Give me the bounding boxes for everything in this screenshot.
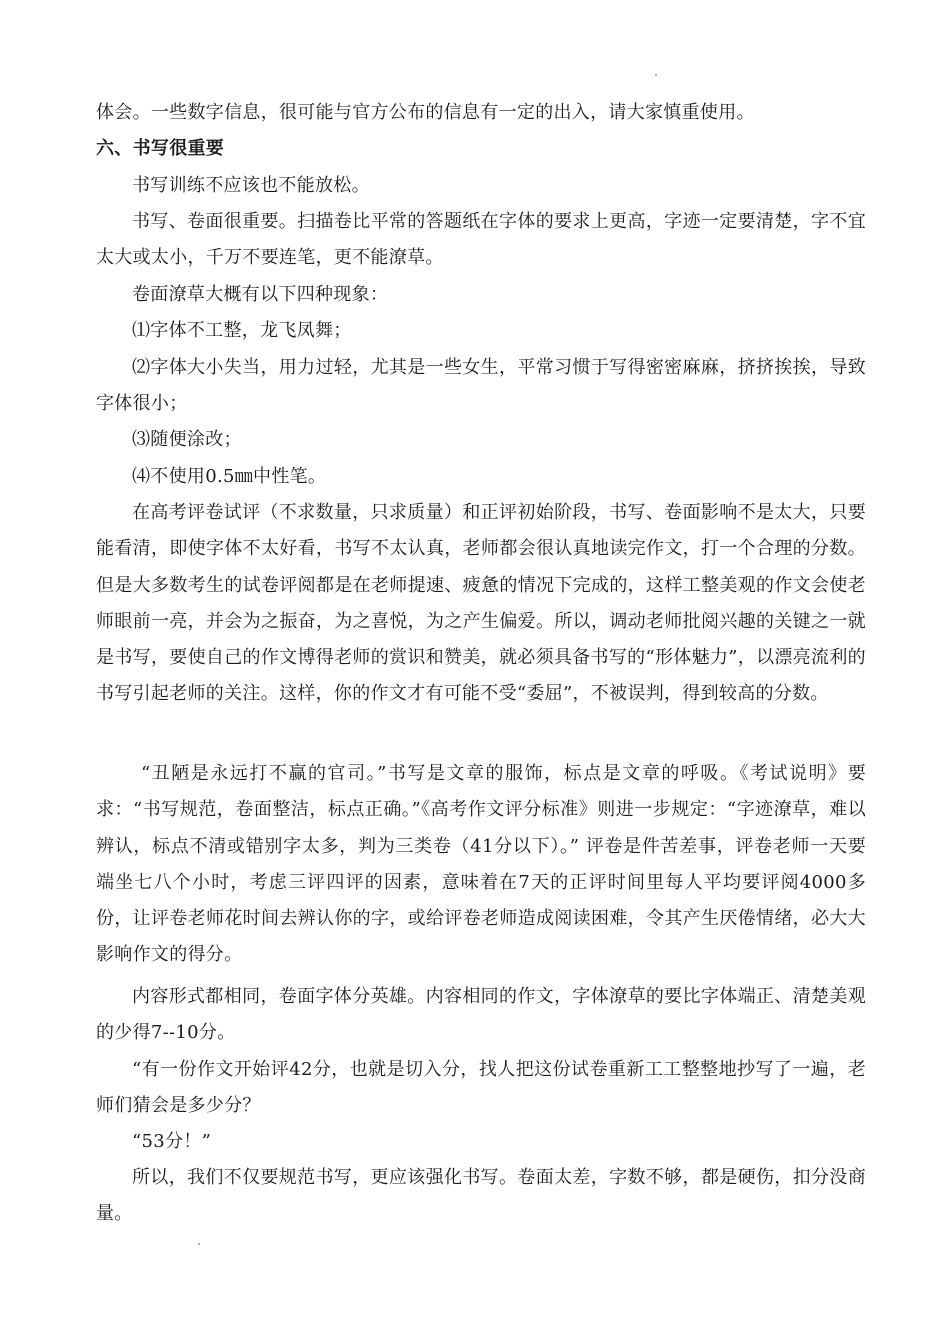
section-heading: 六、书写很重要 <box>96 138 225 159</box>
paragraph: 内容形式都相同，卷面字体分英雄。内容相同的作文，字体潦草的要比字体端正、清楚美观的少得7--10分。 <box>96 986 866 1044</box>
list-item: ⑶随便涂改； <box>132 429 242 450</box>
paragraph: 书写、卷面很重要。扫描卷比平常的答题纸在字体的要求上更高，字迹一定要清楚，字不宜太大或太小，千万不要连笔，更不能潦草。 <box>96 211 866 269</box>
scan-speck <box>198 1243 200 1245</box>
paragraph: 所以，我们不仅要规范书写，更应该强化书写。卷面太差，字数不够，都是硬伤，扣分没商量。 <box>96 1167 866 1225</box>
paragraph: 在高考评卷试评（不求数量，只求质量）和正评初始阶段，书写、卷面影响不是太大，只要能看清，即使字体不太好看，书写不太认真，老师都会很认真地读完作文，打一个合理的分数。但是大多数考生的试卷评阅都是在老师提速、疲惫的情况下完成的，这样工整美观的作文会使老师眼前一亮，并会为之振奋，为之喜悦，为之产生偏爱。所以，调动老师批阅兴趣的关键之一就是书写，要使自己的作文博得老师的赏识和赞美，就必须具备书写的“形体魅力”，以漂亮流利的书写引起老师的关注。这样，你的作文才有可能不受“委屈”，不被误判，得到较高的分数。 <box>96 502 866 705</box>
list-item: ⑴字体不工整，龙飞凤舞； <box>132 320 352 341</box>
list-item: ⑷不使用0.5㎜中性笔。 <box>132 466 327 487</box>
paragraph: 卷面潦草大概有以下四种现象： <box>132 284 389 305</box>
scan-speck <box>655 74 657 76</box>
paragraph: “丑陋是永远打不赢的官司。”书写是文章的服饰，标点是文章的呼吸。《考试说明》要求：“书写规范，卷面整洁，标点正确。”《高考作文评分标准》则进一步规定：“字迹潦草，难以辨认，标点不清或错别字太多，判为三类卷（41分以下）。” 评卷是件苦差事，评卷老师一天要端坐七八个小时，考虑三评四评的因素，意味着在7天的正评时间里每人平均要评阅4000多份，让评卷老师花时间去辨认你的字，或给评卷老师造成阅读困难，令其产生厌倦情绪，必大大影响作文的得分。 <box>96 763 866 966</box>
continuation-text: 体会。一些数字信息，很可能与官方公布的信息有一定的出入，请大家慎重使用。 <box>96 102 755 123</box>
list-item: ⑵字体大小失当，用力过轻，尤其是一些女生，平常习惯于写得密密麻麻，挤挤挨挨，导致字体很小； <box>96 357 866 415</box>
paragraph: “53分！” <box>132 1131 212 1152</box>
paragraph: 书写训练不应该也不能放松。 <box>132 175 370 196</box>
paragraph: “有一份作文开始评42分，也就是切入分，找人把这份试卷重新工工整整地抄写了一遍，老师们猜会是多少分？ <box>96 1059 866 1117</box>
